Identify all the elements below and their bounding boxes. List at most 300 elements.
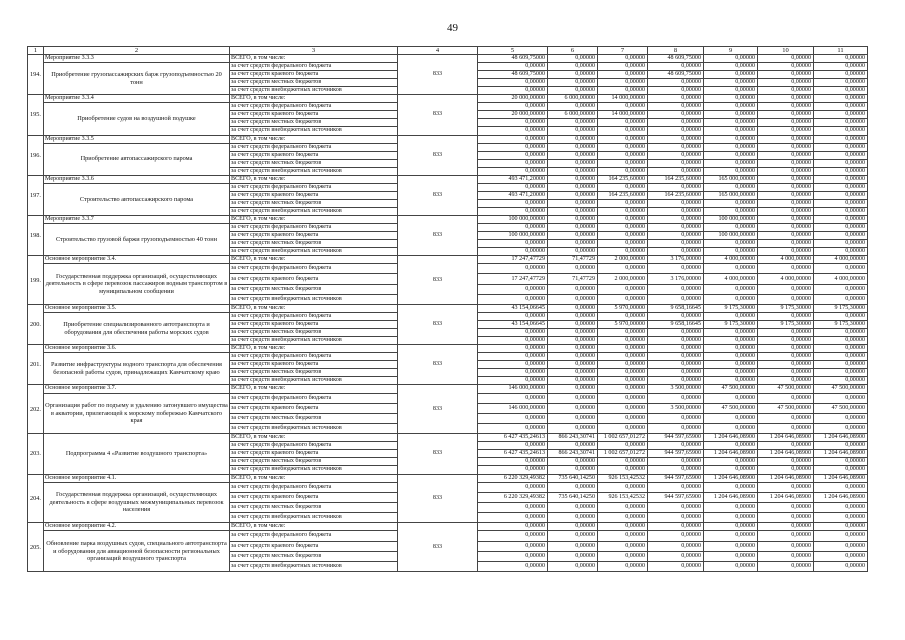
amount-cell: 43 154,06645 [478, 321, 548, 329]
funding-source: за счет средств местных бюджетов [230, 284, 398, 294]
funding-source: за счет средств внебюджетных источников [230, 167, 398, 175]
amount-cell: 0,00000 [478, 167, 548, 175]
measure-name: Строительство автопассажирского парома [44, 183, 230, 215]
amount-cell: 0,00000 [478, 523, 548, 531]
amount-cell: 3 176,00000 [648, 256, 704, 264]
amount-cell: 164 235,60000 [598, 175, 648, 183]
measure-name: Приобретение автопассажирского парома [44, 143, 230, 175]
department-code: 833 [398, 175, 478, 215]
amount-cell: 0,00000 [598, 151, 648, 159]
amount-cell: 0,00000 [478, 561, 548, 571]
table-row [28, 95, 868, 103]
amount-cell: 0,00000 [704, 79, 758, 87]
funding-source: за счет средств внебюджетных источников [230, 127, 398, 135]
amount-cell: 71,47729 [548, 274, 598, 284]
amount-cell: 0,00000 [648, 248, 704, 256]
amount-cell: 0,00000 [548, 502, 598, 512]
amount-cell: 0,00000 [478, 502, 548, 512]
amount-cell: 0,00000 [704, 119, 758, 127]
amount-cell: 0,00000 [478, 63, 548, 71]
funding-source: за счет средств федерального бюджета [230, 442, 398, 450]
amount-cell: 0,00000 [548, 403, 598, 413]
amount-cell: 47 500,00000 [704, 403, 758, 413]
measure-label: Основное мероприятие 3.4. [44, 256, 230, 264]
measure-label: Основное мероприятие 3.5. [44, 305, 230, 313]
amount-cell: 0,00000 [814, 377, 868, 385]
funding-source: за счет средств краевого бюджета [230, 450, 398, 458]
amount-cell: 0,00000 [648, 63, 704, 71]
amount-cell: 0,00000 [814, 55, 868, 63]
amount-cell: 0,00000 [598, 240, 648, 248]
table-row [28, 474, 868, 482]
amount-cell: 0,00000 [648, 353, 704, 361]
amount-cell: 0,00000 [758, 361, 814, 369]
amount-cell: 0,00000 [648, 424, 704, 434]
amount-cell: 0,00000 [478, 294, 548, 304]
amount-cell: 0,00000 [704, 561, 758, 571]
measure-name: Государственная поддержка организаций, осуществляющих деятельность в сфере перевозок пассажиров водным транспортом в муниципальном сообщении [44, 264, 230, 305]
amount-cell: 0,00000 [598, 329, 648, 337]
amount-cell: 0,00000 [814, 191, 868, 199]
amount-cell: 0,00000 [478, 284, 548, 294]
amount-cell: 0,00000 [758, 55, 814, 63]
amount-cell: 0,00000 [478, 248, 548, 256]
amount-cell: 20 000,00000 [478, 111, 548, 119]
amount-cell: 0,00000 [548, 361, 598, 369]
amount-cell: 944 597,65900 [648, 474, 704, 482]
amount-cell: 0,00000 [648, 127, 704, 135]
measure-label: Мероприятие 3.3.4 [44, 95, 230, 103]
amount-cell: 1 204 646,08900 [814, 492, 868, 502]
amount-cell: 164 235,60000 [598, 191, 648, 199]
amount-cell: 0,00000 [648, 294, 704, 304]
amount-cell: 0,00000 [814, 224, 868, 232]
amount-cell: 0,00000 [648, 111, 704, 119]
amount-cell: 0,00000 [648, 183, 704, 191]
amount-cell: 0,00000 [758, 79, 814, 87]
amount-cell: 9 658,16645 [648, 321, 704, 329]
funding-source: за счет средств внебюджетных источников [230, 207, 398, 215]
amount-cell: 48 609,75000 [478, 71, 548, 79]
amount-cell: 0,00000 [598, 377, 648, 385]
table-row [28, 434, 868, 442]
amount-cell: 0,00000 [704, 159, 758, 167]
amount-cell: 1 204 646,08900 [814, 474, 868, 482]
amount-cell: 0,00000 [814, 207, 868, 215]
amount-cell: 3 500,00000 [648, 385, 704, 393]
table-row [28, 523, 868, 531]
department-code: 833 [398, 474, 478, 523]
amount-cell: 4 000,00000 [758, 274, 814, 284]
amount-cell: 0,00000 [548, 143, 598, 151]
amount-cell: 0,00000 [478, 513, 548, 523]
department-code: 833 [398, 345, 478, 385]
funding-source: за счет средств местных бюджетов [230, 369, 398, 377]
page-number: 49 [447, 22, 458, 34]
amount-cell: 9 658,16645 [648, 305, 704, 313]
amount-cell: 0,00000 [814, 103, 868, 111]
funding-source: за счет средств внебюджетных источников [230, 87, 398, 95]
amount-cell: 0,00000 [758, 541, 814, 551]
department-code: 833 [398, 256, 478, 305]
amount-cell: 0,00000 [548, 523, 598, 531]
amount-cell: 0,00000 [478, 531, 548, 541]
amount-cell: 0,00000 [598, 135, 648, 143]
amount-cell: 0,00000 [648, 159, 704, 167]
amount-cell: 0,00000 [704, 541, 758, 551]
amount-cell: 0,00000 [478, 466, 548, 474]
amount-cell: 0,00000 [758, 551, 814, 561]
amount-cell: 0,00000 [548, 329, 598, 337]
amount-cell: 0,00000 [704, 413, 758, 423]
funding-source: за счет средств внебюджетных источников [230, 337, 398, 345]
amount-cell: 1 204 646,08900 [758, 474, 814, 482]
funding-source: за счет средств краевого бюджета [230, 71, 398, 79]
amount-cell: 0,00000 [704, 95, 758, 103]
funding-source: за счет средств федерального бюджета [230, 224, 398, 232]
measure-name: Приобретение специализированного автотранспорта и оборудования для обеспечения работы морских судов [44, 313, 230, 345]
amount-cell: 3 500,00000 [648, 403, 704, 413]
funding-source: за счет средств местных бюджетов [230, 551, 398, 561]
table-row [28, 215, 868, 223]
amount-cell: 164 235,60000 [648, 175, 704, 183]
amount-cell: 926 153,42532 [598, 492, 648, 502]
amount-cell: 0,00000 [758, 87, 814, 95]
amount-cell: 0,00000 [548, 199, 598, 207]
amount-cell: 0,00000 [478, 151, 548, 159]
amount-cell: 0,00000 [478, 240, 548, 248]
amount-cell: 0,00000 [548, 135, 598, 143]
amount-cell: 866 243,30741 [548, 434, 598, 442]
amount-cell: 100 000,00000 [704, 232, 758, 240]
amount-cell: 9 175,30000 [704, 305, 758, 313]
amount-cell: 48 609,75000 [648, 71, 704, 79]
amount-cell: 0,00000 [814, 240, 868, 248]
amount-cell: 0,00000 [814, 135, 868, 143]
amount-cell: 0,00000 [598, 143, 648, 151]
amount-cell: 1 002 657,01272 [598, 450, 648, 458]
department-code: 833 [398, 523, 478, 572]
amount-cell: 0,00000 [648, 151, 704, 159]
amount-cell: 0,00000 [704, 345, 758, 353]
amount-cell: 0,00000 [648, 345, 704, 353]
amount-cell: 0,00000 [598, 248, 648, 256]
amount-cell: 926 153,42532 [598, 474, 648, 482]
amount-cell: 1 204 646,08900 [814, 434, 868, 442]
amount-cell: 100 000,00000 [704, 215, 758, 223]
amount-cell: 0,00000 [704, 127, 758, 135]
funding-source: за счет средств внебюджетных источников [230, 561, 398, 571]
amount-cell: 9 175,30000 [814, 321, 868, 329]
amount-cell: 493 471,20000 [478, 175, 548, 183]
amount-cell: 17 247,47729 [478, 274, 548, 284]
amount-cell: 100 000,00000 [478, 232, 548, 240]
amount-cell: 0,00000 [598, 103, 648, 111]
amount-cell: 0,00000 [758, 369, 814, 377]
funding-source: за счет средств краевого бюджета [230, 361, 398, 369]
funding-source: за счет средств краевого бюджета [230, 492, 398, 502]
amount-cell: 0,00000 [548, 240, 598, 248]
amount-cell: 0,00000 [758, 159, 814, 167]
funding-source: ВСЕГО, в том числе: [230, 55, 398, 63]
measure-label: Основное мероприятие 4.2. [44, 523, 230, 531]
amount-cell: 0,00000 [598, 561, 648, 571]
amount-cell: 0,00000 [478, 369, 548, 377]
amount-cell: 0,00000 [478, 207, 548, 215]
amount-cell: 0,00000 [704, 482, 758, 492]
amount-cell: 0,00000 [758, 199, 814, 207]
measure-label: Основное мероприятие 3.6. [44, 345, 230, 353]
amount-cell: 0,00000 [648, 442, 704, 450]
col-header: 10 [758, 47, 814, 55]
amount-cell: 0,00000 [648, 393, 704, 403]
funding-source: за счет средств местных бюджетов [230, 199, 398, 207]
amount-cell: 0,00000 [648, 361, 704, 369]
department-code: 833 [398, 385, 478, 434]
amount-cell: 0,00000 [598, 502, 648, 512]
amount-cell: 0,00000 [704, 183, 758, 191]
amount-cell: 0,00000 [704, 337, 758, 345]
amount-cell: 0,00000 [648, 167, 704, 175]
amount-cell: 0,00000 [814, 159, 868, 167]
amount-cell: 0,00000 [704, 264, 758, 274]
amount-cell: 0,00000 [758, 135, 814, 143]
funding-source: за счет средств внебюджетных источников [230, 294, 398, 304]
amount-cell: 0,00000 [598, 369, 648, 377]
amount-cell: 0,00000 [648, 199, 704, 207]
measure-label: Основное мероприятие 3.7. [44, 385, 230, 393]
amount-cell: 1 204 646,08900 [758, 492, 814, 502]
amount-cell: 0,00000 [814, 284, 868, 294]
col-header: 1 [28, 47, 44, 55]
funding-source: за счет средств местных бюджетов [230, 458, 398, 466]
amount-cell: 0,00000 [814, 127, 868, 135]
funding-source: ВСЕГО, в том числе: [230, 523, 398, 531]
amount-cell: 0,00000 [814, 119, 868, 127]
funding-source: ВСЕГО, в том числе: [230, 385, 398, 393]
amount-cell: 0,00000 [598, 513, 648, 523]
amount-cell: 0,00000 [478, 337, 548, 345]
amount-cell: 0,00000 [548, 119, 598, 127]
amount-cell: 0,00000 [814, 71, 868, 79]
amount-cell: 6 220 329,49382 [478, 492, 548, 502]
amount-cell: 0,00000 [598, 284, 648, 294]
table-row [28, 175, 868, 183]
amount-cell: 0,00000 [814, 95, 868, 103]
amount-cell: 0,00000 [704, 103, 758, 111]
funding-source: за счет средств местных бюджетов [230, 79, 398, 87]
amount-cell: 0,00000 [758, 294, 814, 304]
funding-source: за счет средств внебюджетных источников [230, 424, 398, 434]
table-row [28, 135, 868, 143]
amount-cell: 0,00000 [478, 127, 548, 135]
amount-cell: 0,00000 [648, 224, 704, 232]
amount-cell: 0,00000 [814, 531, 868, 541]
amount-cell: 0,00000 [704, 377, 758, 385]
amount-cell: 0,00000 [704, 393, 758, 403]
amount-cell: 0,00000 [598, 403, 648, 413]
amount-cell: 0,00000 [478, 345, 548, 353]
amount-cell: 0,00000 [814, 87, 868, 95]
amount-cell: 0,00000 [598, 294, 648, 304]
amount-cell: 0,00000 [648, 551, 704, 561]
amount-cell: 0,00000 [814, 523, 868, 531]
amount-cell: 0,00000 [478, 199, 548, 207]
col-header: 11 [814, 47, 868, 55]
amount-cell: 14 000,00000 [598, 111, 648, 119]
amount-cell: 0,00000 [814, 111, 868, 119]
amount-cell: 0,00000 [704, 207, 758, 215]
amount-cell: 0,00000 [814, 329, 868, 337]
amount-cell: 1 204 646,08900 [704, 450, 758, 458]
amount-cell: 0,00000 [648, 87, 704, 95]
row-number: 202. [28, 385, 44, 434]
funding-source: за счет средств краевого бюджета [230, 321, 398, 329]
col-header: 9 [704, 47, 758, 55]
funding-source: за счет средств местных бюджетов [230, 502, 398, 512]
department-code: 833 [398, 305, 478, 345]
funding-source: за счет средств местных бюджетов [230, 119, 398, 127]
measure-name: Обновление парка воздушных судов, специального автотранспорта и оборудования для авиационной безопасности региональных организаций воздушного транспорта [44, 531, 230, 572]
amount-cell: 0,00000 [704, 284, 758, 294]
amount-cell: 0,00000 [478, 329, 548, 337]
funding-source: за счет средств внебюджетных источников [230, 513, 398, 523]
amount-cell: 0,00000 [548, 424, 598, 434]
amount-cell: 0,00000 [648, 215, 704, 223]
amount-cell: 0,00000 [758, 224, 814, 232]
amount-cell: 0,00000 [758, 337, 814, 345]
amount-cell: 0,00000 [704, 361, 758, 369]
amount-cell: 0,00000 [758, 424, 814, 434]
amount-cell: 0,00000 [478, 424, 548, 434]
amount-cell: 0,00000 [648, 79, 704, 87]
row-number: 195. [28, 95, 44, 135]
amount-cell: 0,00000 [478, 264, 548, 274]
amount-cell: 0,00000 [548, 337, 598, 345]
amount-cell: 0,00000 [548, 63, 598, 71]
amount-cell: 0,00000 [548, 321, 598, 329]
amount-cell: 0,00000 [648, 337, 704, 345]
amount-cell: 0,00000 [548, 103, 598, 111]
amount-cell: 0,00000 [814, 369, 868, 377]
funding-source: за счет средств краевого бюджета [230, 403, 398, 413]
amount-cell: 146 000,00000 [478, 385, 548, 393]
amount-cell: 17 247,47729 [478, 256, 548, 264]
amount-cell: 0,00000 [598, 482, 648, 492]
amount-cell: 0,00000 [758, 345, 814, 353]
amount-cell: 1 002 657,01272 [598, 434, 648, 442]
amount-cell: 0,00000 [648, 513, 704, 523]
amount-cell: 0,00000 [598, 424, 648, 434]
amount-cell: 6 000,00000 [548, 95, 598, 103]
amount-cell: 0,00000 [478, 313, 548, 321]
amount-cell: 0,00000 [548, 87, 598, 95]
amount-cell: 0,00000 [548, 442, 598, 450]
amount-cell: 0,00000 [478, 353, 548, 361]
amount-cell: 3 176,00000 [648, 274, 704, 284]
col-header: 4 [398, 47, 478, 55]
amount-cell: 0,00000 [814, 264, 868, 274]
amount-cell: 0,00000 [598, 264, 648, 274]
amount-cell: 0,00000 [814, 248, 868, 256]
funding-source: за счет средств краевого бюджета [230, 191, 398, 199]
funding-source: за счет средств местных бюджетов [230, 240, 398, 248]
amount-cell: 0,00000 [758, 482, 814, 492]
measure-label: Мероприятие 3.3.6 [44, 175, 230, 183]
amount-cell: 0,00000 [598, 442, 648, 450]
amount-cell: 0,00000 [814, 482, 868, 492]
amount-cell: 0,00000 [814, 551, 868, 561]
amount-cell: 0,00000 [548, 482, 598, 492]
amount-cell: 0,00000 [598, 167, 648, 175]
amount-cell: 0,00000 [758, 313, 814, 321]
amount-cell: 0,00000 [758, 119, 814, 127]
amount-cell: 0,00000 [598, 119, 648, 127]
amount-cell: 0,00000 [814, 442, 868, 450]
table-row [28, 345, 868, 353]
amount-cell: 0,00000 [758, 95, 814, 103]
funding-source: за счет средств федерального бюджета [230, 482, 398, 492]
measure-label: Мероприятие 3.3.5 [44, 135, 230, 143]
amount-cell: 9 175,30000 [814, 305, 868, 313]
amount-cell: 0,00000 [648, 458, 704, 466]
amount-cell: 0,00000 [648, 466, 704, 474]
amount-cell: 0,00000 [598, 55, 648, 63]
amount-cell: 4 000,00000 [814, 274, 868, 284]
amount-cell: 0,00000 [648, 103, 704, 111]
amount-cell: 0,00000 [548, 284, 598, 294]
amount-cell: 0,00000 [648, 143, 704, 151]
amount-cell: 0,00000 [548, 232, 598, 240]
funding-source: за счет средств федерального бюджета [230, 143, 398, 151]
amount-cell: 0,00000 [758, 377, 814, 385]
amount-cell: 0,00000 [704, 466, 758, 474]
amount-cell: 0,00000 [598, 361, 648, 369]
amount-cell: 0,00000 [548, 183, 598, 191]
amount-cell: 0,00000 [648, 502, 704, 512]
amount-cell: 0,00000 [758, 103, 814, 111]
department-code: 833 [398, 434, 478, 474]
amount-cell: 0,00000 [704, 313, 758, 321]
amount-cell: 9 175,30000 [704, 321, 758, 329]
amount-cell: 0,00000 [598, 313, 648, 321]
amount-cell: 0,00000 [758, 413, 814, 423]
amount-cell: 0,00000 [548, 167, 598, 175]
amount-cell: 0,00000 [814, 502, 868, 512]
amount-cell: 0,00000 [598, 232, 648, 240]
amount-cell: 0,00000 [648, 413, 704, 423]
amount-cell: 0,00000 [478, 361, 548, 369]
amount-cell: 5 970,00000 [598, 305, 648, 313]
department-code: 833 [398, 95, 478, 135]
funding-source: за счет средств краевого бюджета [230, 541, 398, 551]
amount-cell: 1 204 646,08900 [814, 450, 868, 458]
amount-cell: 0,00000 [548, 513, 598, 523]
funding-source: за счет средств федерального бюджета [230, 63, 398, 71]
amount-cell: 100 000,00000 [478, 215, 548, 223]
amount-cell: 48 609,75000 [648, 55, 704, 63]
measure-label: Мероприятие 3.3.7 [44, 215, 230, 223]
funding-source: за счет средств краевого бюджета [230, 274, 398, 284]
amount-cell: 0,00000 [814, 143, 868, 151]
amount-cell: 0,00000 [758, 393, 814, 403]
amount-cell: 0,00000 [548, 413, 598, 423]
funding-source: ВСЕГО, в том числе: [230, 95, 398, 103]
amount-cell: 0,00000 [598, 337, 648, 345]
funding-source: ВСЕГО, в том числе: [230, 215, 398, 223]
amount-cell: 0,00000 [758, 264, 814, 274]
amount-cell: 0,00000 [704, 294, 758, 304]
